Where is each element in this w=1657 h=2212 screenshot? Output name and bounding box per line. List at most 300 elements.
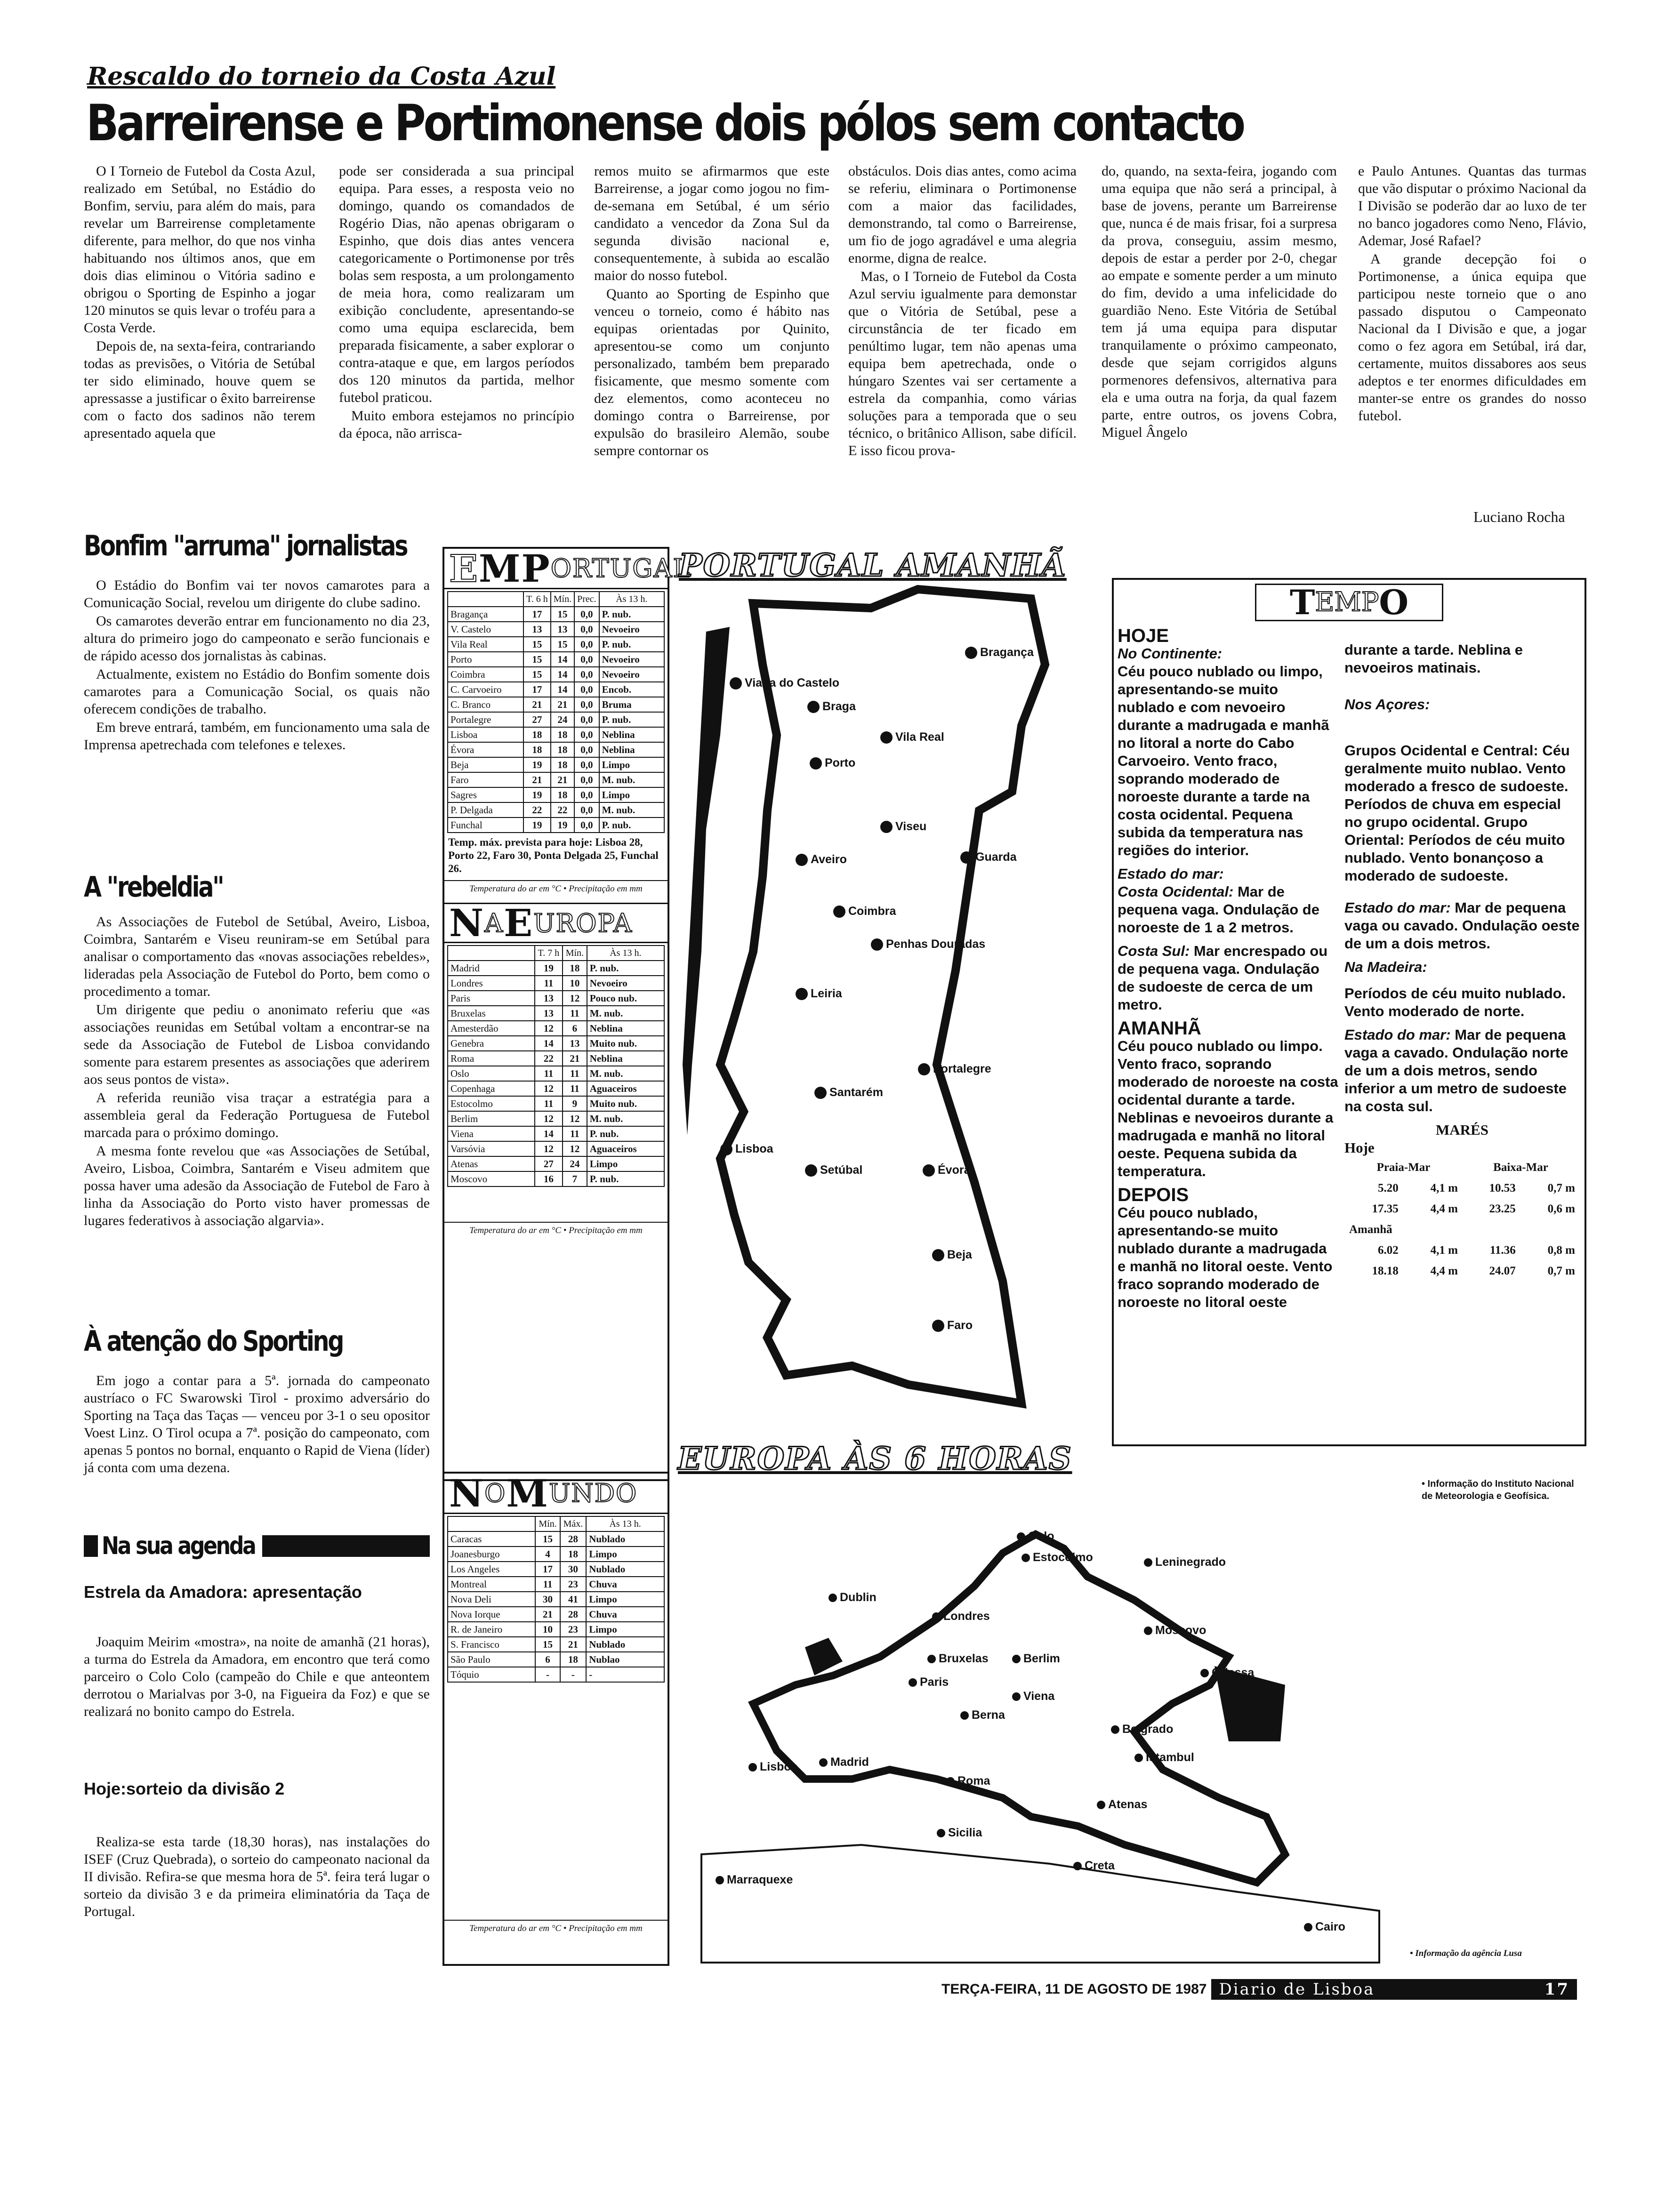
table-row [448,1637,664,1652]
city-cell: Bruxelas [448,1006,535,1021]
tide-cell: 10.53 [1489,1182,1516,1194]
place-marker-icon [810,757,822,769]
place-marker-icon [828,1594,837,1602]
city-cell: Tóquio [448,1667,535,1682]
value-cell: 24 [563,1156,587,1171]
europe-map-outline [673,1440,1426,1967]
tide-cell: 4,4 m [1430,1265,1458,1277]
value-cell: 13 [535,1006,563,1021]
value-cell: 18 [563,961,587,976]
value-cell: 15 [535,1637,560,1652]
value-cell: 6 [535,1652,560,1667]
tide-cell: 23.25 [1489,1202,1516,1215]
tempo-madeira-mar: Mar de pequena vaga a cavado. Ondulação norte de um a dois metros, sendo inferior a um metro de sudoeste na costa sul. [1344,1026,1569,1114]
value-cell: Nublado [586,1562,664,1577]
value-cell: 12 [535,1111,563,1126]
tempo-acores-mar: Mar de pequena vaga ou cavado. Ondulação oeste de um a dois metros. [1344,899,1580,952]
table-row [448,667,664,682]
city-cell: Portalegre [448,712,523,727]
value-cell: 14 [551,652,574,667]
value-cell: - [586,1667,664,1682]
na-europa-table: T. 7 h Mín. Às 13 h. Madrid 19 18 P. nub. Londres 11 10 Nevoeiro Paris 13 12 Pouco nub. Bruxelas 13 11 M. nub. Amesterdão 12 6 Neblina Genebra 14 13 Muito nub. Roma 22 21 Neblina Oslo 11 11 M. nub. Copenhaga 12 11 Aguaceiros Estocolmo 11 9 Muito nub. Berlim 12 12 M. nub. Viena 14 11 P. nub. Varsóvia 12 12 Aguaceiros Atenas 27 24 Limpo Moscovo 16 7 P. nub. [447,945,665,1187]
city-cell: Funchal [448,817,523,833]
value-cell: 27 [523,712,551,727]
table-row [448,622,664,637]
article-kicker: Rescaldo do torneio da Costa Azul [87,62,556,91]
value-cell: 14 [551,682,574,697]
place-marker-icon [880,821,893,833]
value-cell: Chuva [586,1607,664,1622]
value-cell: Bruma [599,697,664,712]
article-paragraph: remos muito se afirmarmos que este Barreirense, a jogar como jogou no fim-de-semana em Setúbal, é um sério candidato a vencedor da Zona Sul da segunda divisão nacional e, consequentemente, à subida ao escalão maior do nosso futebol. [594,163,829,283]
city-cell: Estocolmo [448,1096,535,1111]
table-row [448,1096,664,1111]
city-cell: Atenas [448,1156,535,1171]
map-place-1: Viana do Castelo [730,676,839,690]
tide-cell: 17.35 [1372,1202,1399,1215]
value-cell: 0,0 [574,622,599,637]
value-cell: 0,0 [574,637,599,652]
place-marker-icon [918,1063,930,1075]
table-row [448,1111,664,1126]
place-marker-icon [1111,1725,1119,1734]
rebeldia-title: A "rebeldia" [84,871,223,904]
table-row [448,607,664,622]
table-row [448,772,664,787]
article-paragraph: obstáculos. Dois dias antes, como acima se referiu, eliminara o Portimonense com a maior das facilidades, demonstrando, tal como o Barreirense, um fio de jogo agradável e uma alegria enorme, digna de realce. [848,163,1077,266]
city-cell: S. Francisco [448,1637,535,1652]
table-row [448,682,664,697]
sporting-title: À atenção do Sporting [84,1325,343,1358]
value-cell: 0,0 [574,802,599,817]
tempo-title: T EMP O [1255,584,1443,621]
map-place-0: Bragança [965,646,1034,659]
value-cell: 21 [560,1637,587,1652]
city-cell: C. Branco [448,697,523,712]
value-cell: 13 [551,622,574,637]
value-cell: Neblina [599,742,664,757]
bonfim-paragraph: Em breve entrará, também, em funcionamento uma sala de Imprensa apetrechada com telefones e telexes. [84,720,430,753]
tempo-mares-hoje: Hoje [1344,1139,1375,1156]
place-marker-icon [880,731,893,744]
tide-cell: 18.18 [1372,1265,1399,1277]
place-marker-icon [1012,1655,1021,1663]
value-cell: 22 [523,802,551,817]
place-marker-icon [833,906,845,918]
value-cell: 15 [535,1531,560,1547]
table-row [448,1592,664,1607]
tide-cell: 0,6 m [1547,1202,1575,1215]
value-cell: Nevoeiro [587,976,664,991]
city-cell: Viena [448,1126,535,1141]
tide-cell: 4,4 m [1430,1202,1458,1215]
map-place-6: Bruxelas [927,1652,989,1666]
footer-date: TERÇA-FEIRA, 11 DE AGOSTO DE 1987 [941,1981,1207,1997]
value-cell: M. nub. [587,1111,664,1126]
map-place-7: Berlim [1012,1652,1060,1666]
tempo-mares: MARÉS [1436,1122,1488,1138]
article-col-1 [84,162,315,443]
article-paragraph: A grande decepção foi o Portimonense, a única equipa que participou neste torneio que o ano passado disputou o Campeonato Nacional da I Divisão e que, a jogar como o fez agora em Setúbal, irá dar, certamente, muitos dissabores aos seus adeptos e ter enormes dificuldades em manter-se entre os grandes do nosso futebol. [1358,251,1586,424]
value-cell: 11 [535,1096,563,1111]
value-cell: 18 [551,757,574,772]
value-cell: 18 [560,1652,587,1667]
map-place-5: Viseu [880,820,926,834]
bonfim-paragraph: Actualmente, existem no Estádio do Bonfim somente dois camarotes para a Comunicação Social, os quais não oferecem condições de trabalho. [84,666,430,717]
table-row [448,787,664,802]
value-cell: P. nub. [587,961,664,976]
map-place-0: Oslo [1017,1530,1054,1543]
portugal-map-title: PORTUGAL AMANHÃ [679,547,1067,584]
place-marker-icon [716,1876,724,1884]
map-place-11: Portalegre [918,1062,991,1076]
table-row [448,727,664,742]
mares-table: Praia-Mar Baixa-Mar 5.20 4,1 m 10.53 0,7 m 17.35 4,4 m 23.25 0,6 m Amanhã 6.02 4,1 m 11.36 0,8 m 18.18 4,4 m 24.07 0,7 m [1344,1157,1580,1282]
value-cell: M. nub. [599,802,664,817]
city-cell: Varsóvia [448,1141,535,1156]
table-row [448,1156,664,1171]
place-marker-icon [1073,1862,1082,1870]
table-row [448,1141,664,1156]
value-cell: Muito nub. [587,1096,664,1111]
city-cell: Montreal [448,1577,535,1592]
value-cell: Nublado [586,1531,664,1547]
tempo-madeira: Na Madeira: [1344,959,1427,975]
map-place-8: Coimbra [833,905,896,918]
place-marker-icon [796,854,808,866]
value-cell: Neblina [587,1051,664,1066]
tempo-depois: DEPOIS [1118,1185,1189,1205]
tide-cell: 24.07 [1489,1265,1516,1277]
map-place-10: Leiria [796,987,842,1001]
place-marker-icon [1304,1923,1312,1931]
em-portugal-table: T. 6 h Mín. Prec. Às 13 h. Bragança 17 15 0,0 P. nub. V. Castelo 13 13 0,0 Nevoeiro Vila Real 15 15 0,0 P. nub. Porto 15 14 0,0 Nevoeiro Coimbra 15 14 0,0 Nevoeiro C. Carvoeiro 17 14 0,0 Encob. C. Branco 21 21 0,0 Bruma Portalegre 27 24 0,0 P. nub. Lisboa 18 18 0,0 Neblina Évora 18 18 0,0 Neblina Beja 19 18 0,0 Limpo Faro 21 21 0,0 M. nub. Sagres 19 18 0,0 Limpo P. Delgada 22 22 0,0 M. nub. Funchal 19 19 0,0 P. nub. [447,591,665,833]
value-cell: 12 [535,1081,563,1096]
table-row [448,712,664,727]
article-paragraph: Mas, o I Torneio de Futebol da Costa Azul serviu igualmente para demonstar que o Vitória de Setúbal, pese a circunstância de ter ficado em penúltimo lugar, tem não apenas uma equipa bem apetrechada, onde o húngaro Szentes vai ser certamente a estrela da companhia, como várias soluções para a temporada que o seu técnico, o britânico Allison, sabe difícil. E isso ficou prova- [848,269,1077,458]
table-row [448,1622,664,1637]
city-cell: Roma [448,1051,535,1066]
map-place-5: Moscovo [1144,1624,1206,1637]
value-cell: 0,0 [574,607,599,622]
value-cell: 27 [535,1156,563,1171]
agenda-title: Na sua agenda [102,1532,255,1560]
map-place-4: Porto [810,756,855,770]
map-place-14: Setúbal [805,1163,862,1177]
tempo-amanha: AMANHÃ [1118,1018,1201,1039]
na-europa-foot: Temperatura do ar em °C • Precipitação em mm [444,1222,668,1239]
rebeldia-paragraph: As Associações de Futebol de Setúbal, Aveiro, Lisboa, Coimbra, Santarém e Viseu reuniram-se em Setúbal para analisar o comportamento das «novas associações rebeldes», lideradas pela Associação de Futebol do Porto, bem como o procedimento a tomar. [84,914,430,999]
map-place-21: Cairo [1304,1920,1345,1934]
place-marker-icon [1017,1532,1025,1541]
value-cell: M. nub. [587,1066,664,1081]
place-marker-icon [807,701,820,713]
table-row [448,1036,664,1051]
place-marker-icon [805,1164,817,1177]
em-portugal-foot: Temperatura do ar em °C • Precipitação em mm [444,880,668,897]
agenda-paragraph: Joaquim Meirim «mostra», na noite de amanhã (21 horas), a turma do Estrela da Amadora, em encontro que terá como parceiro o Colo Colo (campeão do Chile e que anteontem derrotou o Marialvas por 3-0, na Figueira da Foz) e que se realizará no bonito campo do Estrela. [84,1634,430,1719]
value-cell: 19 [551,817,574,833]
city-cell: P. Delgada [448,802,523,817]
no-mundo-foot: Temperatura do ar em °C • Precipitação em mm [444,1920,668,1937]
value-cell: 10 [563,976,587,991]
map-place-9: Penhas Douradas [871,938,985,951]
value-cell: 22 [535,1051,563,1066]
map-place-2: Leninegrado [1144,1555,1226,1569]
value-cell: Neblina [599,727,664,742]
value-cell: P. nub. [587,1171,664,1186]
value-cell: P. nub. [599,817,664,833]
table-row [448,1051,664,1066]
tide-row [1345,1199,1579,1219]
place-marker-icon [748,1763,757,1771]
city-cell: Caracas [448,1531,535,1547]
value-cell: 16 [535,1171,563,1186]
value-cell: 14 [551,667,574,682]
place-marker-icon [1012,1692,1021,1701]
place-marker-icon [932,1320,944,1332]
agenda-bar [84,1532,430,1560]
tempo-amanha-text: Céu pouco nublado ou limpo. Vento fraco, soprando moderado de noroeste na costa ocidental durante a tarde. Neblinas e nevoeiros durante a madrugada e manhã no litoral oeste. Pequena subida da temperatura. [1118,1038,1338,1179]
city-cell: Porto [448,652,523,667]
value-cell: 17 [523,607,551,622]
value-cell: M. nub. [599,772,664,787]
table-row [448,817,664,833]
place-marker-icon [932,1612,941,1621]
city-cell: Copenhaga [448,1081,535,1096]
value-cell: 0,0 [574,682,599,697]
place-marker-icon [871,938,883,951]
tide-cell: 4,1 m [1430,1182,1458,1194]
value-cell: 15 [523,667,551,682]
rebeldia-paragraph: A mesma fonte revelou que «as Associações de Setúbal, Aveiro, Lisboa, Coimbra, Santarém e Viseu admitem que possa haver uma adesão da Associação de Futebol de Faro à linha da Associação do Porto visto haver promessas de lugares federativos à associação algarvia». [84,1143,430,1228]
map-place-12: Santarém [814,1086,883,1099]
agenda-paragraph: Realiza-se esta tarde (18,30 horas), nas instalações do ISEF (Cruz Quebrada), o sorteio do campeonato nacional da II divisão. Refira-se que mesma hora de 5ª. feira terá lugar o sorteio da divisão 3 e da primeira eliminatória da Taça de Portugal. [84,1834,430,1919]
place-marker-icon [965,647,977,659]
article-paragraph: Muito embora estejamos no princípio da época, não arrisca- [339,408,574,441]
value-cell: 21 [563,1051,587,1066]
value-cell: 11 [563,1066,587,1081]
value-cell: 19 [523,757,551,772]
value-cell: 12 [563,1141,587,1156]
city-cell: Berlim [448,1111,535,1126]
value-cell: 11 [535,1066,563,1081]
value-cell: Chuva [586,1577,664,1592]
table-row [448,652,664,667]
city-cell: Vila Real [448,637,523,652]
map-place-6: Aveiro [796,853,847,866]
table-row [448,1081,664,1096]
value-cell: 19 [535,961,563,976]
em-portugal-box [442,546,691,1481]
value-cell: 11 [563,1126,587,1141]
bonfim-body [84,577,430,754]
value-cell: 12 [535,1021,563,1036]
value-cell: 41 [560,1592,587,1607]
place-marker-icon [814,1087,827,1099]
table-row [448,1652,664,1667]
map-place-9: Odessa [1200,1666,1254,1680]
map-place-1: Estocolmo [1022,1551,1093,1564]
city-cell: Amesterdão [448,1021,535,1036]
value-cell: Limpo [599,787,664,802]
place-marker-icon [946,1777,955,1786]
article-col-5 [1102,162,1337,442]
value-cell: 28 [560,1607,587,1622]
value-cell: 11 [535,1577,560,1592]
tide-row [1345,1178,1579,1198]
tempo-box: T EMP O HOJE No Continente: Céu pouco nublado ou limpo, apresentando-se muito nublado e com nevoeiro durante a madrugada e manhã no litoral a norte do Cabo Carvoeiro. Vento fraco, soprando moderado de noroeste durante a tarde na costa ocidental. Pequena subida da temperatura nas regiões do interior. Estado do mar: Costa Ocidental: Mar de pequena vaga. Ondulação de noroeste de 1 a 2 metros. Costa Sul: Mar encrespado ou de pequena vaga. Ondulação de sudoeste de cerca de um metro. AMANHÃ Céu pouco nublado ou limpo. Vento fraco, soprando moderado de noroeste na costa ocidental durante a tarde. Neblinas e nevoeiros durante a madrugada e manhã no litoral oeste. Pequena subida da temperatura. DEPOIS Céu pouco nublado, apresentando-se muito nublado durante a madrugada e manhã no litoral oeste. Vento fraco soprando moderado de noroeste no litoral oeste durante a tarde. Neblina e nevoeiros matinais. Nos Açores: Grupos Ocidental e Central: Céu geralmente muito nublao. Vento moderado a fresco de sudoeste. Períodos de chuva em especial no grupo ocidental. Grupo Oriental: Períodos de céu muito nublado. Vento bonançoso a moderado de sudoeste. Estado do mar: Mar de pequena vaga ou cavado. Ondulação oeste de um a dois metros. Na Madeira: Períodos de céu muito nublado. Vento moderado de norte. Estado do mar: Mar de pequena vaga a cavado. Ondulação norte de um a dois metros, sendo inferior a um metro de sudoeste na costa sul. MARÉS Hoje Praia-Mar Baixa-Mar 5.20 4,1 m 10.53 0,7 m 17.35 4,4 m 23.25 0,6 m Amanhã 6.02 4,1 m 11.36 0,8 m 18.18 4,4 m 24.07 0,7 m [1112,578,1586,1446]
bonfim-paragraph: Os camarotes deverão entrar em funcionamento no dia 23, altura do primeiro jogo do campeonato e serão funcionais e de rápido acesso dos jornalistas às cabinas. [84,613,430,664]
value-cell: Nevoeiro [599,667,664,682]
article-col-4 [848,162,1077,460]
map-place-7: Guarda [960,850,1017,864]
map-place-19: Marraquexe [716,1873,793,1887]
value-cell: Nublao [586,1652,664,1667]
table-row [448,1562,664,1577]
article-paragraph: pode ser considerada a sua principal equipa. Para esses, a resposta veio no domingo, quando os comandados de Rogério Dias, não apenas obrigaram o Espinho, que dois dias antes vencera categoricamente o Portimonense por três bolas sem resposta, a um prolongamento de meia hora, como realizaram um exibição concludente, apresentando-se como uma equipa esclarecida, bem preparada fisicamente, a saber explorar o contra-ataque e que, em largos períodos dos 120 minutos da partida, melhor futebol praticou. [339,163,574,405]
value-cell: 14 [535,1036,563,1051]
map-place-17: Atenas [1097,1798,1147,1811]
map-place-10: Viena [1012,1690,1054,1703]
value-cell: Muito nub. [587,1036,664,1051]
value-cell: P. nub. [587,1126,664,1141]
table-row [448,757,664,772]
city-cell: V. Castelo [448,622,523,637]
tempo-costa-sul: Mar encrespado ou de pequena vaga. Ondulação de sudoeste de cerca de um metro. [1118,943,1328,1013]
value-cell: 18 [551,727,574,742]
agenda-sorteio-body [84,1833,430,1921]
value-cell: 21 [523,772,551,787]
value-cell: 15 [551,607,574,622]
tide-row [1345,1261,1579,1281]
map-place-4: Londres [932,1610,990,1623]
tide-cell: 0,7 m [1547,1265,1575,1277]
value-cell: 13 [523,622,551,637]
tempo-mares-amanha: Amanhã [1349,1223,1392,1236]
place-marker-icon [819,1758,828,1767]
value-cell: 9 [563,1096,587,1111]
article-paragraph: e Paulo Antunes. Quantas das turmas que vão disputar o próximo Nacional da I Divisão se poderão dar ao luxo de ter no banco jogadores como Neno, Flávio, Ademar, José Rafael? [1358,163,1586,248]
value-cell: Encob. [599,682,664,697]
bonfim-title: Bonfim "arruma" jornalistas [84,529,407,562]
place-marker-icon [1144,1627,1152,1635]
city-cell: Nova Iorque [448,1607,535,1622]
value-cell: 13 [563,1036,587,1051]
value-cell: 19 [523,787,551,802]
value-cell: 12 [535,1141,563,1156]
value-cell: Nevoeiro [599,622,664,637]
value-cell: - [535,1667,560,1682]
rebeldia-paragraph: A referida reunião visa traçar a estratégia para a assembleia geral da Federação Portuguesa de Futebol marcada para o próximo domingo. [84,1090,430,1140]
rebeldia-body [84,913,430,1230]
rebeldia-paragraph: Um dirigente que pediu o anonimato referiu que «as associações reunidas em Setúbal voltam a encontrar-se na sede da Associação de Futebol de Lisboa convidando somente para estarem presentes as associações que aderirem aos seus pontos de vista». [84,1002,430,1087]
value-cell: 18 [551,742,574,757]
city-cell: São Paulo [448,1652,535,1667]
map-place-18: Sicilia [937,1826,982,1840]
tempo-continente-text: Céu pouco nublado ou limpo, apresentando-se muito nublado e com nevoeiro durante a madrugada e manhã no litoral a norte do Cabo Carvoeiro. Vento fraco, soprando moderado de noroeste durante a tarde na costa ocidental. Pequena subida da temperatura nas regiões do interior. [1118,663,1329,858]
tempo-depois-text: Céu pouco nublado, apresentando-se muito nublado durante a madrugada e manhã no litoral oeste. Vento fraco soprando moderado de noroeste no litoral oeste [1118,1204,1333,1310]
value-cell: 0,0 [574,817,599,833]
tempo-hoje: HOJE [1118,625,1169,646]
no-mundo-title: N O M UNDO [444,1474,668,1514]
value-cell: 28 [560,1531,587,1547]
value-cell: 21 [535,1607,560,1622]
tempo-acores: Nos Açores: [1344,696,1430,713]
value-cell: 6 [563,1021,587,1036]
footer-paper: Diario de Lisboa [1219,1980,1375,1999]
place-marker-icon [730,677,742,689]
article-headline: Barreirense e Portimonense dois pólos sem contacto [86,94,1243,152]
value-cell: 15 [551,637,574,652]
value-cell: Limpo [586,1547,664,1562]
place-marker-icon [937,1829,945,1837]
place-marker-icon [960,1711,969,1720]
value-cell: 11 [535,976,563,991]
place-marker-icon [927,1655,936,1663]
value-cell: 21 [551,772,574,787]
value-cell: Aguaceiros [587,1141,664,1156]
tempo-costa-ocidental: Mar de pequena vaga. Ondulação de noroeste de 1 a 2 metros. [1118,883,1319,936]
place-marker-icon [796,988,808,1000]
tempo-credit: • Informação do Instituto Nacional de Meteorologia e Geofísica. [1422,1479,1574,1501]
value-cell: 30 [560,1562,587,1577]
map-place-14: Madrid [819,1755,869,1769]
table-row [448,1531,664,1547]
value-cell: 0,0 [574,757,599,772]
value-cell: 15 [523,652,551,667]
map-place-13: Lisboa [720,1142,773,1156]
tide-cell: 0,7 m [1547,1182,1575,1194]
na-europa-title: N A E UROPA [444,903,668,943]
value-cell: 0,0 [574,712,599,727]
map-place-3: Dublin [828,1591,877,1604]
agenda-estrela-body [84,1633,430,1721]
value-cell: 0,0 [574,697,599,712]
city-cell: R. de Janeiro [448,1622,535,1637]
value-cell: Aguaceiros [587,1081,664,1096]
city-cell: Coimbra [448,667,523,682]
table-row [448,991,664,1006]
sporting-paragraph: Em jogo a contar para a 5ª. jornada do campeonato austríaco o FC Swarowski Tirol - proximo adversário do Sporting na Taça das Taças — venceu por 3-1 o seu opositor Voest Linz. O Tirol ocupa a 7ª. posição do campeonato, com apenas 5 pontos no bornal, enquanto o Rapid de Viena (líder) já conta com uma dezena. [84,1373,430,1475]
place-marker-icon [909,1678,917,1687]
agenda-subhead-estrela: Estrela da Amadora: apresentação [84,1582,362,1602]
article-author: Luciano Rocha [1473,508,1565,525]
table-row [448,697,664,712]
value-cell: 30 [535,1592,560,1607]
value-cell: P. nub. [599,607,664,622]
value-cell: 23 [560,1577,587,1592]
tempo-continente: No Continente: [1118,645,1223,662]
tide-cell: 11.36 [1489,1244,1516,1257]
table-row [448,637,664,652]
footer-page: 17 [1544,1980,1569,1999]
table-row [448,1006,664,1021]
city-cell: Beja [448,757,523,772]
value-cell: 0,0 [574,742,599,757]
no-mundo-table: Mín. Máx. Às 13 h. Caracas 15 28 Nublado Joanesburgo 4 18 Limpo Los Angeles 17 30 Nublado Montreal 11 23 Chuva Nova Deli 30 41 Limpo Nova Iorque 21 28 Chuva R. de Janeiro 10 23 Limpo S. Francisco 15 21 Nublado São Paulo 6 18 Nublao Tóquio - - - [447,1516,665,1683]
place-marker-icon [720,1143,732,1155]
map-place-8: Paris [909,1675,949,1689]
table-row [448,1607,664,1622]
em-portugal-note: Temp. máx. prevista para hoje: Lisboa 28, Porto 22, Faro 30, Ponta Delgada 25, Funchal 26. [448,836,659,874]
table-row [448,1171,664,1186]
value-cell: 11 [563,1006,587,1021]
city-cell: Faro [448,772,523,787]
map-place-2: Braga [807,700,856,713]
value-cell: 13 [535,991,563,1006]
table-row [448,802,664,817]
